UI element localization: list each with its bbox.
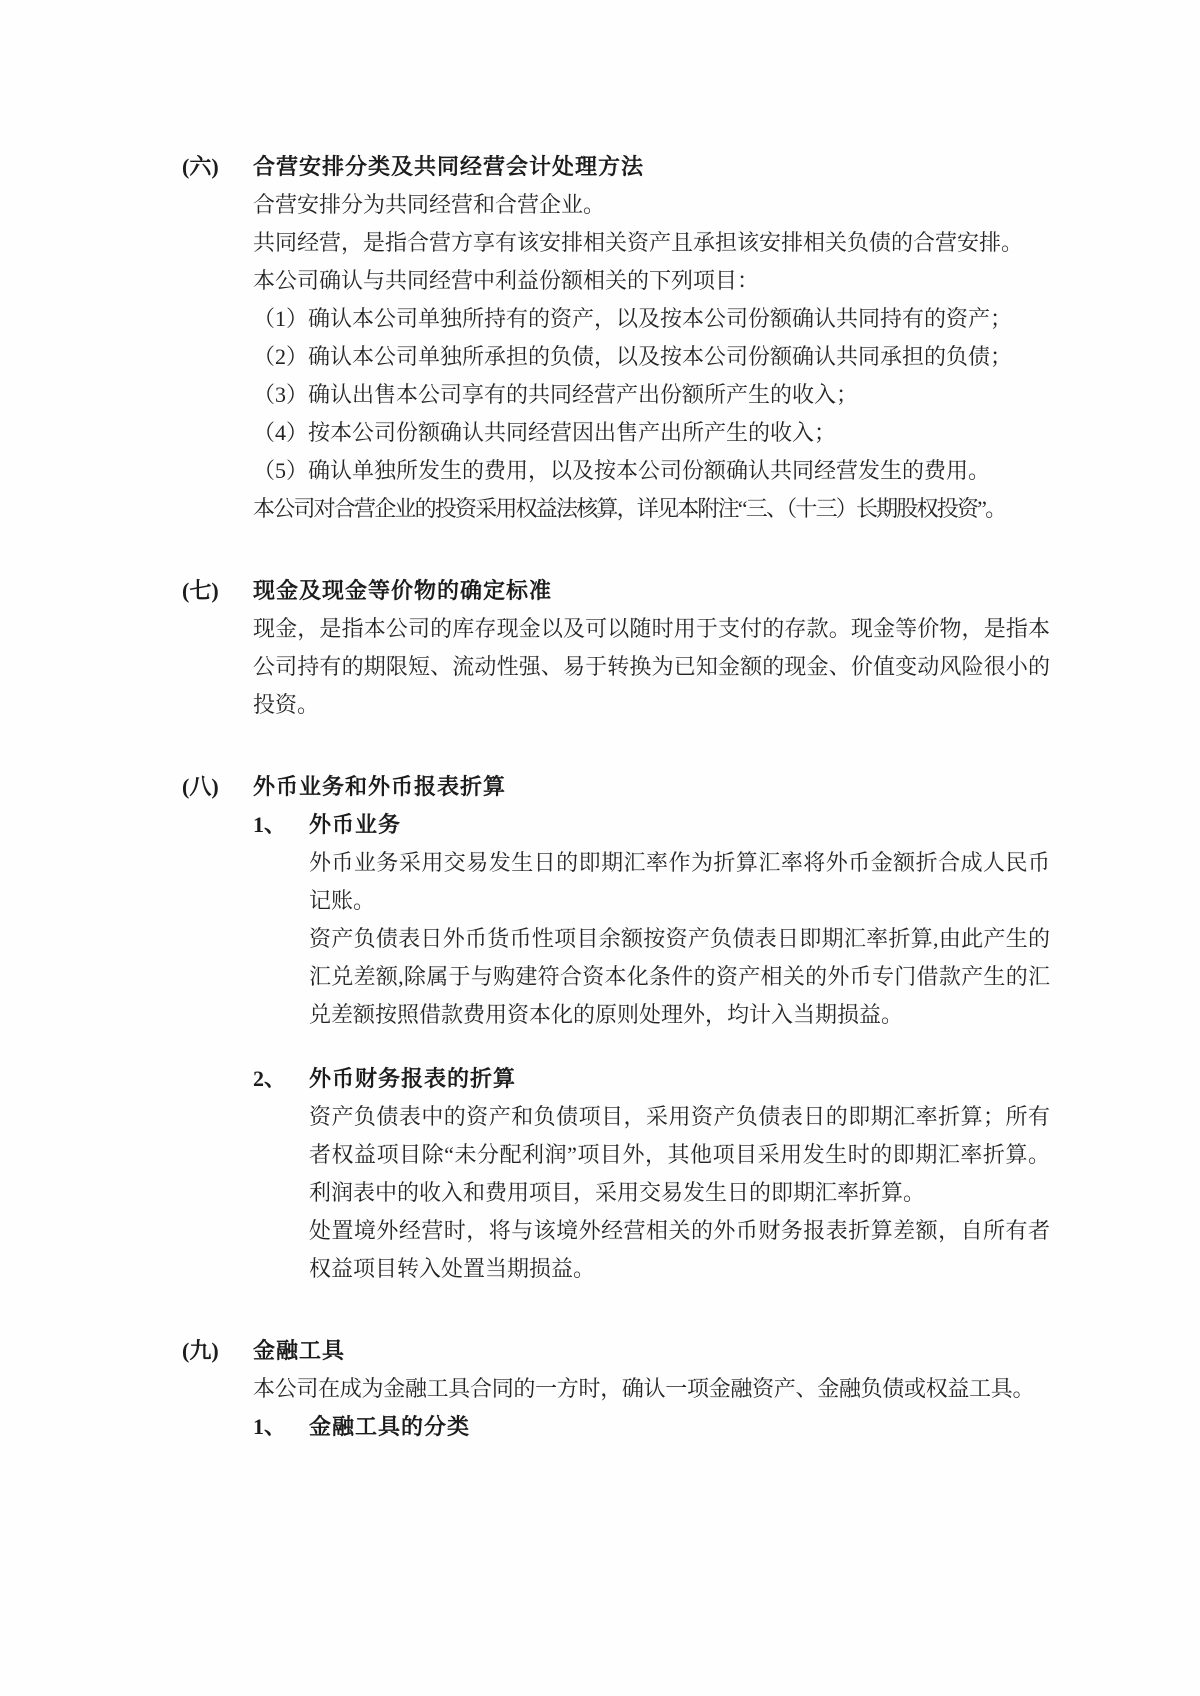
list-item: （4）按本公司份额确认共同经营因出售产出所产生的收入；: [253, 420, 837, 445]
section-8-foreign-currency: [182, 768, 1050, 1288]
section-title: 金融工具: [253, 1338, 346, 1363]
subsection-title: 外币业务: [309, 812, 402, 837]
section-body: [253, 610, 1050, 724]
section-body: [253, 806, 1050, 1288]
subsection-fc-statement-translation: [253, 1060, 1050, 1288]
section-heading: [182, 148, 1050, 186]
paragraph: 本公司对合营企业的投资采用权益法核算，详见本附注“三、（十三）长期股权投资”。: [253, 496, 1006, 521]
subsection-heading: [253, 1060, 1050, 1098]
subsection-title: 外币财务报表的折算: [309, 1066, 517, 1091]
subsection-foreign-currency-business: [253, 806, 1050, 1034]
subsection-body: [309, 844, 1050, 1034]
subsection-body: [309, 1098, 1050, 1288]
subsection-heading: [253, 1408, 1050, 1446]
section-heading: [182, 768, 1050, 806]
section-7-cash-equivalents: [182, 572, 1050, 724]
subsection-heading: [253, 806, 1050, 844]
section-heading: [182, 572, 1050, 610]
section-body: [253, 186, 1050, 528]
section-label: (六): [182, 154, 219, 179]
section-heading: [182, 1332, 1050, 1370]
section-title: 合营安排分类及共同经营会计处理方法: [253, 154, 645, 179]
subsection-number: 2、: [253, 1066, 287, 1091]
paragraph: 资产负债表日外币货币性项目余额按资产负债表日即期汇率折算,由此产生的汇兑差额,除属于与购建符合资本化条件的资产相关的外币专门借款产生的汇兑差额按照借款费用资本化的原则处理外，均计入当期损益。: [309, 926, 1050, 1027]
paragraph: 本公司在成为金融工具合同的一方时，确认一项金融资产、金融负债或权益工具。: [253, 1376, 1035, 1401]
subsection-title: 金融工具的分类: [309, 1414, 471, 1439]
paragraph: 处置境外经营时，将与该境外经营相关的外币财务报表折算差额，自所有者权益项目转入处置当期损益。: [309, 1218, 1050, 1281]
section-6-joint-arrangements: [182, 148, 1050, 528]
list-item: （3）确认出售本公司享有的共同经营产出份额所产生的收入；: [253, 382, 859, 407]
paragraph: 合营安排分为共同经营和合营企业。: [253, 192, 606, 217]
section-label: (八): [182, 774, 219, 799]
paragraph: 现金，是指本公司的库存现金以及可以随时用于支付的存款。现金等价物，是指本公司持有的期限短、流动性强、易于转换为已知金额的现金、价值变动风险很小的投资。: [253, 616, 1050, 717]
subsection-fi-classification: [253, 1408, 1050, 1446]
list-item: （1）确认本公司单独所持有的资产，以及按本公司份额确认共同持有的资产；: [253, 306, 1013, 331]
paragraph: 共同经营，是指合营方享有该安排相关资产且承担该安排相关负债的合营安排。: [253, 230, 1024, 255]
section-title: 现金及现金等价物的确定标准: [253, 578, 553, 603]
section-label: (七): [182, 578, 219, 603]
section-label: (九): [182, 1338, 219, 1363]
subsection-number: 1、: [253, 812, 287, 837]
list-item: （2）确认本公司单独所承担的负债，以及按本公司份额确认共同承担的负债；: [253, 344, 1013, 369]
section-9-financial-instruments: [182, 1332, 1050, 1446]
section-title: 外币业务和外币报表折算: [253, 774, 507, 799]
paragraph: 资产负债表中的资产和负债项目，采用资产负债表日的即期汇率折算；所有者权益项目除“未分配利润”项目外，其他项目采用发生时的即期汇率折算。利润表中的收入和费用项目，采用交易发生日的即期汇率折算。: [309, 1104, 1050, 1205]
paragraph: 本公司确认与共同经营中利益份额相关的下列项目：: [253, 268, 760, 293]
subsection-number: 1、: [253, 1414, 287, 1439]
paragraph: 外币业务采用交易发生日的即期汇率作为折算汇率将外币金额折合成人民币记账。: [309, 850, 1050, 913]
list-item: （5）确认单独所发生的费用，以及按本公司份额确认共同经营发生的费用。: [253, 458, 991, 483]
section-body: [253, 1370, 1050, 1446]
